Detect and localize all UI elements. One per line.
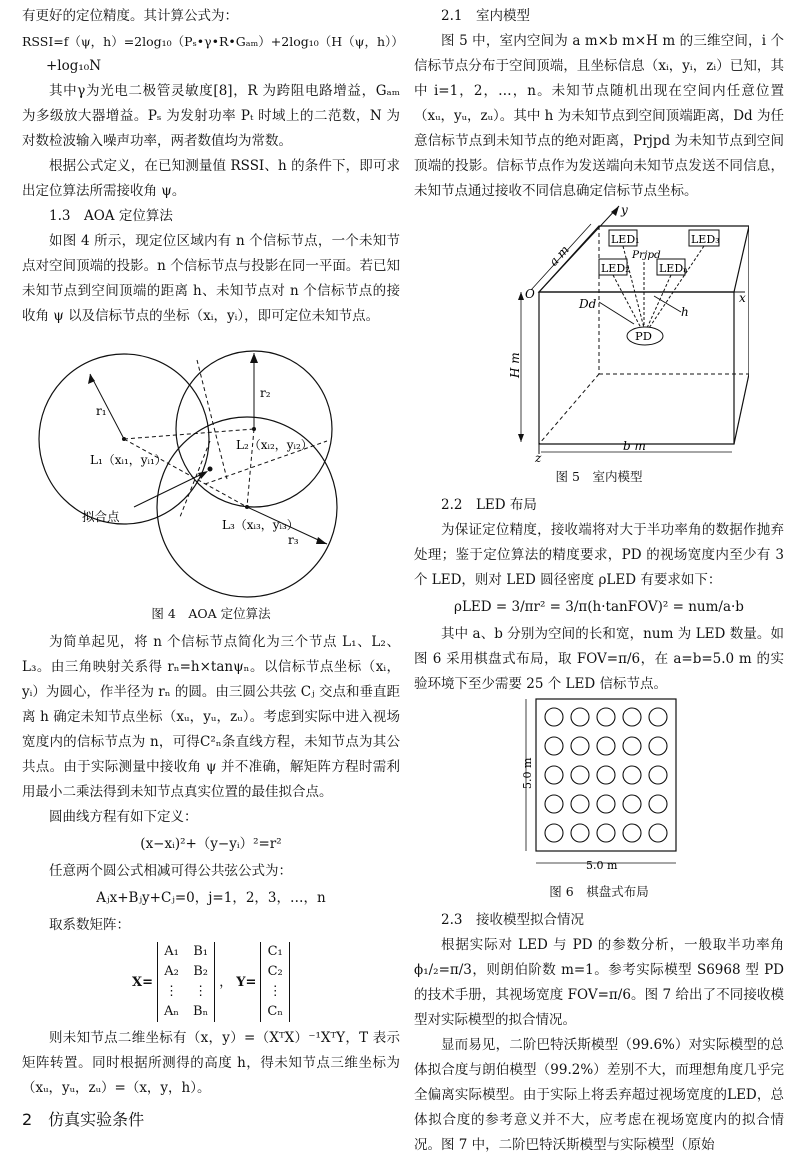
paragraph-fit: 根据实际对 LED 与 PD 的参数分析，一般取半功率角 ϕ₁/₂=π/3，则朗伯阶数 m=1。参考实际模型 S6968 型 PD 的技术手册，其视场宽度 FOV=π/6。图 7 给出了不同接收模型对实际模型的拟合情况。 <box>414 937 784 1028</box>
paragraph-checkerboard: 其中 a、b 分别为空间的长和宽，num 为 LED 数量。如图 6 采用棋盘式布局，取 FOV=π/6，在 a=b=5.0 m 的实验环境下至少需要 25 个 LED 信标节点。 <box>414 626 784 692</box>
paragraph-gamma: 其中γ为光电二极管灵敏度[8]，R 为跨阻电路增益，Gₐₘ 为多级放大器增益。Pₛ 为发射功率 Pₜ 时域上的二范数，N 为对数检波输入噪声功率，两者数值均为常数。 <box>22 83 400 149</box>
matrix-y-cell: C₂ <box>267 964 283 979</box>
bottom-dimension-label: 5.0 m <box>586 859 618 872</box>
led-node-circle <box>597 708 615 726</box>
pd-label: PD <box>635 329 652 343</box>
paragraph-result: 显而易见，二阶巴特沃斯模型（99.6%）对实际模型的总体拟合度与朗伯模型（99.2%）差别不大，而理想角度几乎完全偏离实际模型。由于实际上将丢弃超过视场宽度的LED，总体拟合度的参考意义并不大，应考虑在视场宽度内的拟合情况。图 7 中，二阶巴特沃斯模型与实际模型（原始 <box>414 1037 784 1153</box>
label-L2: L₂（xᵢ₂，yᵢ₂） <box>236 438 313 452</box>
led-2-label: LED₂ <box>601 262 630 275</box>
section-heading-led-layout: 2.2 LED 布局 <box>441 497 537 513</box>
label-r3: r₃ <box>288 533 299 547</box>
equation-density: ρLED = 3/πr² = 3/π(h·tanFOV)² = num/a·b <box>454 599 744 615</box>
caption-figure-6: 图 6 棋盘式布局 <box>549 884 649 899</box>
figure-4-aoa-diagram <box>22 329 400 599</box>
dimension-label-a: a m <box>546 242 572 269</box>
label-fit-point: 拟合点 <box>82 509 120 524</box>
led-node-circle <box>571 766 589 784</box>
paragraph-room-model: 图 5 中，室内空间为 a m×b m×H m 的三维空间，i 个信标节点分布于空间顶端，且坐标信息（xᵢ，yᵢ，zᵢ）已知，其中 i=1，2，…，n。未知节点随机出现在空间内任意位置（xᵤ，yᵤ，zᵤ）。其中 h 为未知节点到空间顶端距离，Dd 为任意信标节点到未知节点的绝对距离，Prjpd 为未知节点到空间顶端的投影。信标节点作为发送端向未知节点发送不同信息，未知节点通过接收不同信息确定信标节点坐标。 <box>414 33 784 199</box>
led-node-circle <box>571 824 589 842</box>
matrix-x-cell: Bₙ <box>193 1004 209 1019</box>
section-heading-aoa: 1.3 AOA 定位算法 <box>49 208 173 224</box>
led-node-circle <box>649 766 667 784</box>
paragraph-definition: 根据公式定义，在已知测量值 RSSI、h 的条件下，即可求出定位算法所需接收角 ψ。 <box>22 158 400 199</box>
led-3-label: LED₃ <box>691 233 720 246</box>
matrix-x-cell: B₂ <box>193 964 208 979</box>
axis-label-x: x <box>739 291 746 305</box>
led-node-circle <box>597 737 615 755</box>
label-L3: L₃（xᵢ₃，yᵢ₃） <box>222 518 299 532</box>
led-node-circle <box>597 824 615 842</box>
paragraph-led-layout: 为保证定位精度，接收端将对大于半功率角的数据作抛弃处理；鉴于定位算法的精度要求，PD 的视场宽度内至少有 3 个 LED，则对 LED 圆径密度 ρLED 有要求如下： <box>414 522 784 588</box>
projection-label: Prjpd <box>632 249 661 261</box>
led-node-circle <box>649 824 667 842</box>
led-node-circle <box>571 708 589 726</box>
led-node-circle <box>649 795 667 813</box>
height-label: h <box>681 305 689 319</box>
matrix-y-cell: C₁ <box>267 944 283 959</box>
equation-rssi-line2: +log₁₀N <box>46 58 102 74</box>
led-node-circle <box>545 737 563 755</box>
section-heading-2: 2 仿真实验条件 <box>22 1110 145 1129</box>
label-r1: r₁ <box>96 404 107 418</box>
label-L1: L₁（xᵢ₁，yᵢ₁） <box>90 453 167 467</box>
paragraph-intro: 有更好的定位精度。其计算公式为： <box>22 8 238 24</box>
dimension-label-b: b m <box>623 439 646 453</box>
led-node-circle <box>545 766 563 784</box>
led-node-circle <box>545 824 563 842</box>
led-n-label: LEDₙ <box>659 262 688 275</box>
paragraph-simplify: 为简单起见，将 n 个信标节点简化为三个节点 L₁、L₂、L₃。由三角映射关系得 rₙ=h×tanψₙ。以信标节点坐标（xᵢ，yᵢ）为圆心，作半径为 rₙ 的圆。由三圆公共弦 Cⱼ 交点和垂直距离 h 确定未知节点坐标（xᵤ，yᵤ，zᵤ）。考虑到实际中进入视场宽度内的信标节点为 n，可得C²ₙ条直线方程，未知节点为其公共点。由于实际测量中接收角 ψ 并不准确，解矩阵方程时需利用最小二乘法得到未知节点真实位置的最佳拟合点。 <box>22 634 400 800</box>
led-node-circle <box>597 766 615 784</box>
matrix-x-cell: ⋮ <box>194 984 208 999</box>
led-node-circle <box>571 795 589 813</box>
axis-label-z: z <box>535 451 542 462</box>
caption-figure-5: 图 5 室内模型 <box>555 469 643 484</box>
figure-6-checkerboard-layout <box>514 697 684 877</box>
led-node-circle <box>623 824 641 842</box>
paragraph-solution: 则未知节点二维坐标有（x，y）=（XᵀX）⁻¹XᵀY，T 表示矩阵转置。同时根据所测得的高度 h，得未知节点三维坐标为（xᵤ，yᵤ，zᵤ）=（x，y，h）。 <box>22 1030 400 1096</box>
figure-5-room-model <box>449 204 749 462</box>
led-node-circle <box>623 766 641 784</box>
section-heading-room-model: 2.1 室内模型 <box>441 8 530 24</box>
right-column <box>414 4 784 1158</box>
matrix-y-cell: ⋮ <box>268 984 282 999</box>
led-node-circle <box>649 737 667 755</box>
equation-circle: (x−xᵢ)²+（y−yᵢ）²=r² <box>140 836 282 852</box>
led-node-circle <box>545 708 563 726</box>
equation-rssi-line1: RSSI=f（ψ，h）=2log₁₀（Pₛ•γ•R•Gₐₘ）+2log₁₀（H（ψ，h）） <box>22 34 404 49</box>
caption-figure-4: 图 4 AOA 定位算法 <box>151 606 271 621</box>
led-node-circle <box>571 737 589 755</box>
distance-label: Dd <box>579 297 597 311</box>
matrix-y-label: Y= <box>236 974 257 990</box>
matrix-x-cell: A₁ <box>164 944 179 959</box>
led-node-circle <box>545 795 563 813</box>
coefficient-matrices: X= A₁ B₁ A₂ B₂ ⋮ ⋮ Aₙ Bₙ ， Y= C₁ C₂ ⋮ Cₙ <box>22 942 400 1022</box>
origin-label: O <box>525 287 535 301</box>
dimension-label-h: H m <box>508 352 522 378</box>
matrix-x-cell: ⋮ <box>165 984 178 999</box>
matrix-x-cell: Aₙ <box>164 1004 180 1019</box>
side-dimension-label: 5.0 m <box>521 757 534 789</box>
paragraph-fig4-intro: 如图 4 所示，现定位区域内有 n 个信标节点，一个未知节点对空间顶端的投影。n 个信标节点与投影在同一平面。若已知未知节点到空间顶端的距离 h、未知节点对 n 个信标节点的接收角 ψ 以及信标节点的坐标（xᵢ，yᵢ），即可定位未知节点。 <box>22 233 400 324</box>
axis-label-y: y <box>621 204 628 217</box>
paragraph-subtract: 任意两个圆公式相减可得公共弦公式为： <box>49 863 292 879</box>
section-heading-fit: 2.3 接收模型拟合情况 <box>441 912 584 928</box>
led-node-circle <box>597 795 615 813</box>
led-node-circle <box>623 708 641 726</box>
paragraph-circle-def: 圆曲线方程有如下定义： <box>49 809 198 825</box>
matrix-x-cell: A₂ <box>164 964 179 979</box>
paragraph-coefficient: 取系数矩阵： <box>49 917 130 933</box>
matrix-x <box>157 942 215 1022</box>
matrix-y <box>260 942 290 1022</box>
led-node-circle <box>649 708 667 726</box>
led-1-label: LED₁ <box>611 233 640 246</box>
matrix-y-cell: Cₙ <box>267 1004 283 1019</box>
equation-chord: Aⱼx+Bⱼy+Cⱼ=0，j=1，2，3，…，n <box>96 890 326 906</box>
matrix-x-cell: B₁ <box>193 944 208 959</box>
left-column <box>22 4 404 1132</box>
led-node-circle <box>623 795 641 813</box>
label-r2: r₂ <box>260 386 271 400</box>
led-node-circle <box>623 737 641 755</box>
matrix-x-label: X= <box>132 974 153 990</box>
